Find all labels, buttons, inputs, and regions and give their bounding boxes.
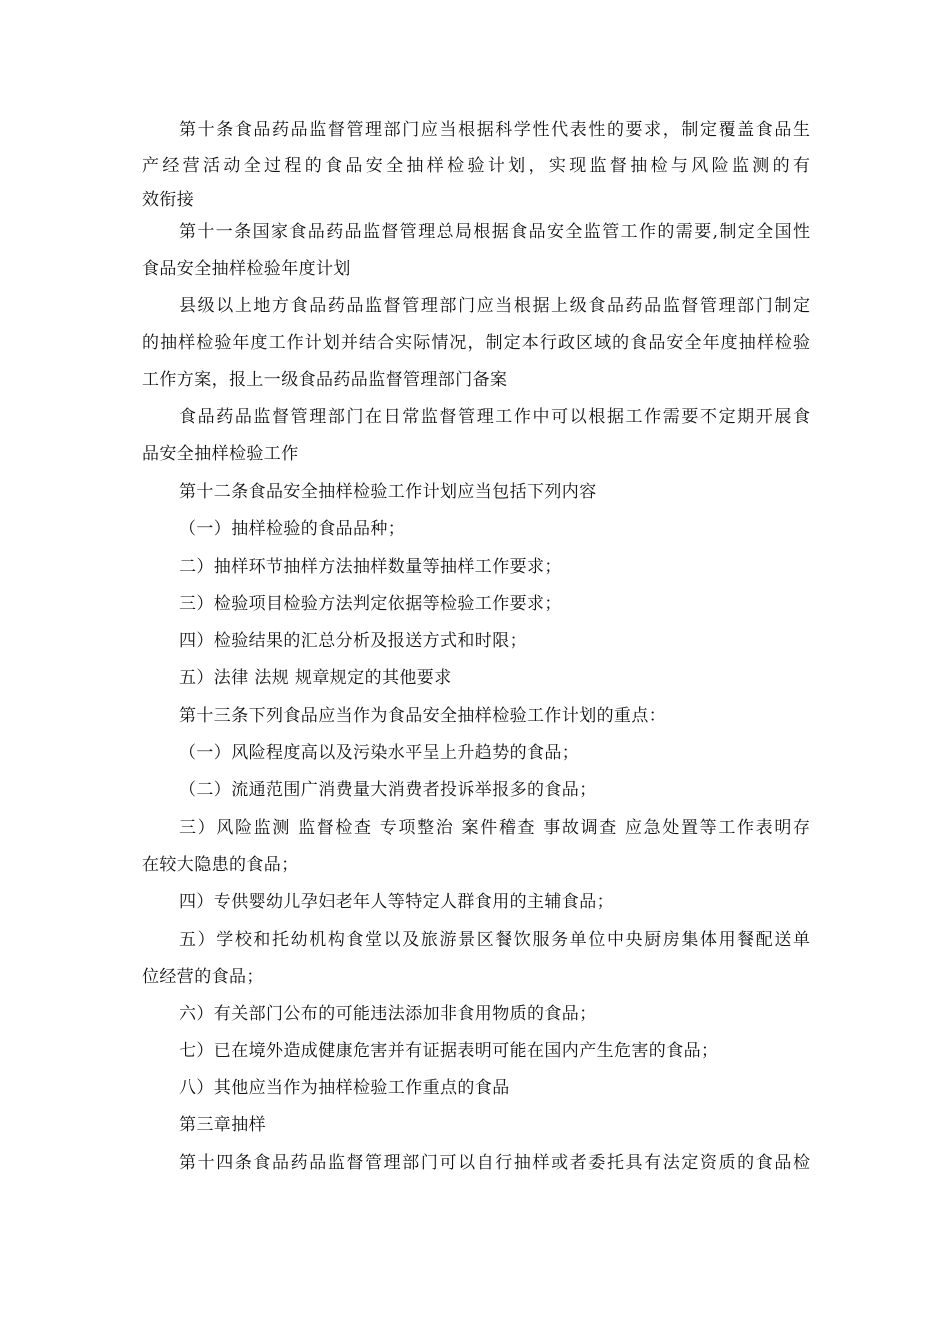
text-line: 效衔接 bbox=[142, 190, 195, 210]
text-line: 第十四条食品药品监督管理部门可以自行抽样或者委托具有法定资质的食品检 bbox=[179, 1153, 810, 1173]
text-line: 食品药品监督管理部门在日常监督管理工作中可以根据工作需要不定期开展食 bbox=[179, 407, 810, 427]
text-line: 七）已在境外造成健康危害并有证据表明可能在国内产生危害的食品； bbox=[179, 1041, 719, 1061]
text-line: 三）风险监测 监督检查 专项整治 案件稽查 事故调查 应急处置等工作表明存 bbox=[179, 818, 810, 838]
text-line: 四）专供婴幼儿孕妇老年人等特定人群食用的主辅食品； bbox=[179, 892, 614, 912]
text-line: （一）风险程度高以及污染水平呈上升趋势的食品； bbox=[179, 743, 580, 763]
text-line: 工作方案，报上一级食品药品监督管理部门备案 bbox=[142, 370, 508, 390]
text-line: （二）流通范围广消费量大消费者投诉举报多的食品； bbox=[179, 780, 597, 800]
text-line: （一）抽样检验的食品品种； bbox=[179, 519, 406, 539]
text-line: 食品安全抽样检验年度计划 bbox=[142, 259, 351, 279]
text-line: 第十条食品药品监督管理部门应当根据科学性代表性的要求，制定覆盖食品生 bbox=[179, 120, 810, 140]
text-line: 四）检验结果的汇总分析及报送方式和时限； bbox=[179, 631, 527, 651]
text-line: 三）检验项目检验方法判定依据等检验工作要求； bbox=[179, 594, 562, 614]
text-line: 第十三条下列食品应当作为食品安全抽样检验工作计划的重点： bbox=[179, 706, 667, 726]
text-line: 的抽样检验年度工作计划并结合实际情况，制定本行政区域的食品安全年度抽样检验 bbox=[142, 333, 810, 353]
text-line: 六）有关部门公布的可能违法添加非食用物质的食品； bbox=[179, 1004, 597, 1024]
text-line: 县级以上地方食品药品监督管理部门应当根据上级食品药品监督管理部门制定 bbox=[179, 296, 810, 316]
text-line: 五）学校和托幼机构食堂以及旅游景区餐饮服务单位中央厨房集体用餐配送单 bbox=[179, 930, 810, 950]
text-line: 在较大隐患的食品； bbox=[142, 855, 299, 875]
text-line: 八）其他应当作为抽样检验工作重点的食品 bbox=[179, 1078, 510, 1098]
text-line: 产经营活动全过程的食品安全抽样检验计划，实现监督抽检与风险监测的有 bbox=[142, 156, 810, 176]
text-line: 第十一条国家食品药品监督管理总局根据食品安全监管工作的需要,制定全国性 bbox=[179, 222, 810, 242]
chapter-heading: 第三章抽样 bbox=[179, 1115, 266, 1135]
text-line: 第十二条食品安全抽样检验工作计划应当包括下列内容 bbox=[179, 482, 597, 502]
text-line: 五）法律 法规 规章规定的其他要求 bbox=[179, 668, 452, 688]
text-line: 位经营的食品； bbox=[142, 967, 264, 987]
text-line: 品安全抽样检验工作 bbox=[142, 444, 299, 464]
text-line: 二）抽样环节抽样方法抽样数量等抽样工作要求； bbox=[179, 557, 562, 577]
